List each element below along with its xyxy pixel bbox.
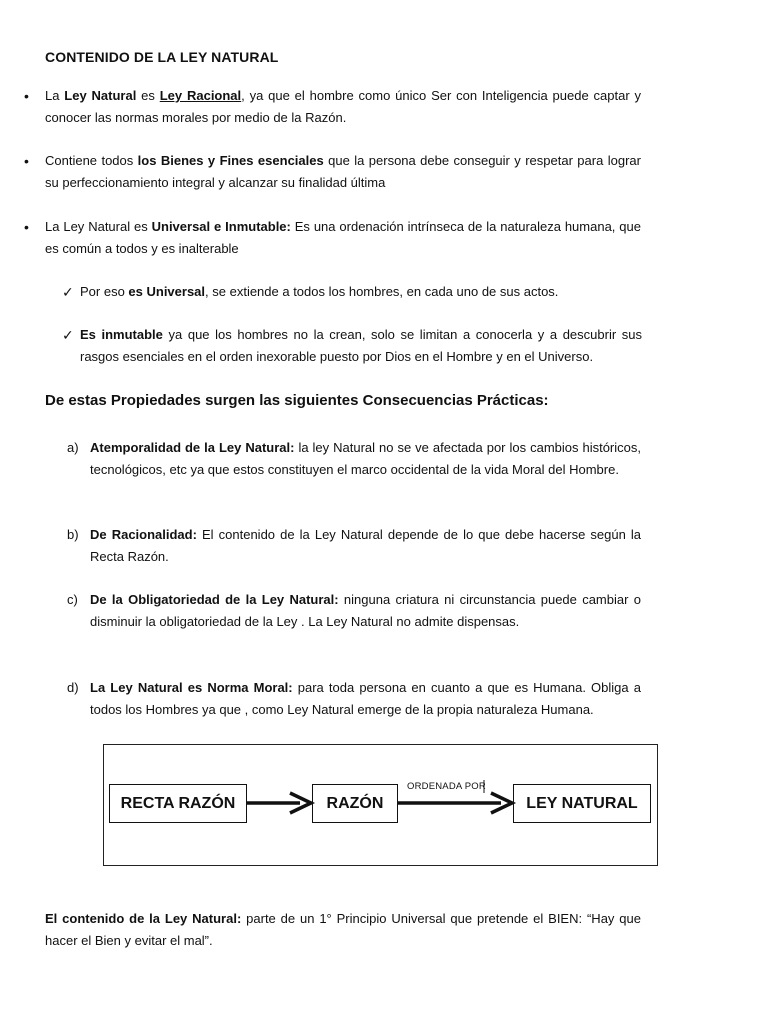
bold-text: es Universal [128, 284, 206, 299]
underlined-bold-text: Ley Racional [159, 88, 242, 103]
text: es [136, 88, 160, 103]
check-item-universal [80, 281, 642, 303]
section-subtitle: De estas Propiedades surgen las siguientes Consecuencias Prácticas: [45, 392, 549, 409]
diagram-arrow-label: ORDENADA POR [407, 781, 486, 792]
bullet-item-bienes [45, 150, 641, 194]
list-letter: b) [67, 527, 79, 542]
list-letter: d) [67, 680, 79, 695]
bold-text: Ley Natural [64, 88, 137, 103]
text: El contenido de la Ley Natural depende de lo que debe hacerse según la Recta Razón. [90, 527, 641, 564]
bullet-icon: • [24, 153, 29, 169]
text: Por eso [80, 284, 129, 299]
document-title: CONTENIDO DE LA LEY NATURAL [45, 49, 279, 65]
consequence-item-norma-moral [90, 677, 641, 721]
text: la ley Natural no se ve afectada por los cambios históricos, tecnológicos, etc ya que estos constituyen el marco occidental de la vida Moral del Hombre. [90, 440, 641, 477]
checkmark-icon: ✓ [62, 327, 74, 343]
diagram-box-recta-razon: RECTA RAZÓN [109, 784, 247, 823]
list-letter: a) [67, 440, 79, 455]
bullet-icon: • [24, 219, 29, 235]
text: Es una ordenación intrínseca de la naturaleza humana, que es común a todos y es inalterable [45, 219, 641, 256]
text: para toda persona en cuanto a que es Humana. Obliga a todos los Hombres ya que , como Ley Natural emerge de la propia naturaleza Humana. [90, 680, 641, 717]
consequence-item-atemporalidad [90, 437, 641, 481]
diagram-box-ley-natural: LEY NATURAL [513, 784, 651, 823]
text: que la persona debe conseguir y respetar para lograr su perfeccionamiento integral y alcanzar su finalidad última [45, 153, 641, 190]
list-letter: c) [67, 592, 78, 607]
text: La [45, 88, 65, 103]
bold-text: De Racionalidad: [90, 527, 197, 542]
bold-text: Atemporalidad de la Ley Natural: [90, 440, 295, 455]
text: , se extiende a todos los hombres, en cada uno de sus actos. [205, 284, 559, 299]
checkmark-icon: ✓ [62, 284, 74, 300]
diagram-box-razon: RAZÓN [312, 784, 398, 823]
text: ninguna criatura ni circunstancia puede cambiar o disminuir la obligatoriedad de la Ley . La Ley Natural no admite dispensas. [90, 592, 641, 629]
bold-text: De la Obligatoriedad de la Ley Natural: [90, 592, 339, 607]
text: La Ley Natural es [45, 219, 152, 234]
consequence-item-obligatoriedad [90, 589, 641, 633]
bullet-item-universal [45, 216, 641, 260]
bold-text: El contenido de la Ley Natural: [45, 911, 242, 926]
bold-text: La Ley Natural es Norma Moral: [90, 680, 293, 695]
text: Contiene todos [45, 153, 138, 168]
bullet-item-racional [45, 85, 641, 129]
bold-text: Universal e Inmutable: [151, 219, 291, 234]
bullet-icon: • [24, 88, 29, 104]
consequence-item-racionalidad [90, 524, 641, 568]
text: parte de un 1° Principio Universal que pretende el BIEN: “Hay que hacer el Bien y evitar el mal”. [45, 911, 641, 948]
text: ya que los hombres no la crean, solo se limitan a conocerla y a descubrir sus rasgos esenciales en el orden inexorable puesto por Dios en el Hombre y en el Universo. [80, 327, 642, 364]
footer-paragraph [45, 908, 641, 952]
check-item-inmutable [80, 324, 642, 368]
bold-text: los Bienes y Fines esenciales [137, 153, 324, 168]
text: , ya que el hombre como único Ser con Inteligencia puede captar y conocer las normas morales por medio de la Razón. [45, 88, 641, 125]
bold-text: Es inmutable [80, 327, 163, 342]
